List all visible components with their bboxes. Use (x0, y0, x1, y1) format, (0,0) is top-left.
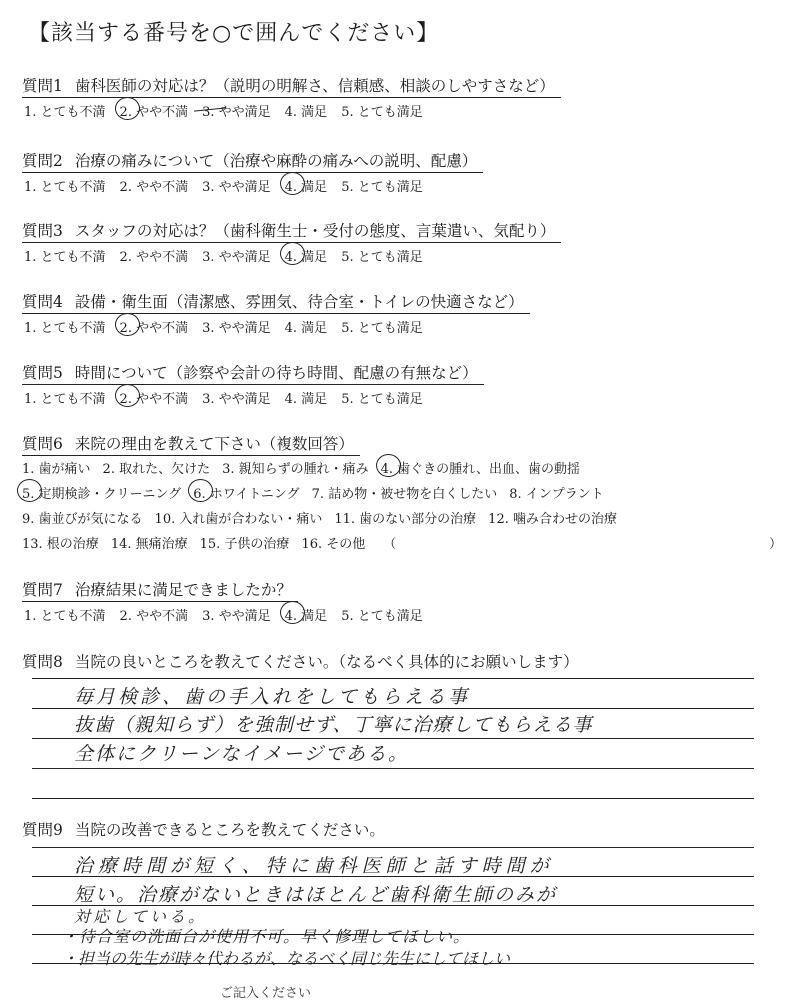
option-4[interactable]: 4. 満足 (285, 176, 328, 195)
question-text: 歯科医師の対応は？（説明の明解さ、信頼感、相談のしやすさなど） (74, 77, 555, 95)
option-4[interactable]: 4. 満足 (284, 105, 328, 120)
reason-10[interactable]: 10. 入れ歯が合わない・痛い (154, 512, 323, 527)
question-text: 当院の改善できるところを教えてください。 (74, 821, 385, 839)
reason-row (22, 483, 792, 502)
ruled-line (32, 678, 754, 679)
option-1[interactable]: 1. とても不満 (24, 392, 106, 407)
option-2[interactable]: 2. やや不満 (120, 101, 189, 120)
reason-4[interactable]: 4. 歯ぐきの腫れ、出血、歯の動揺 (381, 458, 580, 477)
question-6 (22, 432, 782, 456)
answer-area-8[interactable] (32, 670, 762, 800)
selection-circle (17, 479, 42, 502)
reason-row (22, 508, 792, 527)
selection-circle (280, 172, 305, 195)
option-2[interactable]: 2. やや不満 (119, 180, 189, 195)
option-1[interactable]: 1. とても不満 (24, 321, 106, 336)
reason-16[interactable]: 16. その他 (301, 537, 366, 552)
handwritten-answer: 毎月検診、歯の手入れをしてもらえる事 (74, 686, 471, 708)
selection-circle (280, 601, 305, 624)
option-4[interactable]: 4. 満足 (284, 392, 328, 407)
question-number: 質問3 (22, 222, 63, 240)
rating-options (22, 605, 782, 624)
question-4 (22, 290, 782, 336)
page-title: 【該当する番号を○で囲んでください】 (28, 21, 440, 46)
reason-11[interactable]: 11. 歯のない部分の治療 (334, 512, 477, 527)
reason-7[interactable]: 7. 詰め物・被せ物を白くしたい (311, 487, 498, 502)
question-text: 治療結果に満足できましたか？ (74, 581, 292, 599)
ruled-line (32, 768, 754, 769)
option-1[interactable]: 1. とても不満 (24, 180, 106, 195)
reason-14[interactable]: 14. 無痛治療 (110, 537, 188, 552)
question-number: 質問1 (22, 77, 63, 95)
option-5[interactable]: 5. とても満足 (341, 321, 423, 336)
selection-circle (115, 384, 140, 407)
question-1 (22, 74, 782, 120)
handwritten-answer: 治療時間が短く、特に歯科医師と話す時間が (74, 855, 554, 877)
reason-8[interactable]: 8. インプラント (509, 487, 604, 502)
option-1[interactable]: 1. とても不満 (24, 250, 106, 265)
answer-area-9[interactable] (32, 842, 762, 972)
reason-1[interactable]: 1. 歯が痛い (22, 462, 91, 477)
option-2[interactable]: 2. やや不満 (119, 250, 189, 265)
option-5[interactable]: 5. とても満足 (341, 180, 423, 195)
reason-3[interactable]: 3. 親知らずの腫れ・痛み (222, 462, 369, 477)
rating-options (22, 101, 782, 120)
selection-circle (115, 97, 140, 120)
other-paren-close: ） (769, 537, 783, 552)
question-text: 来院の理由を教えて下さい（複数回答） (74, 435, 354, 453)
question-text: 治療の痛みについて（治療や麻酔の痛みへの説明、配慮） (74, 152, 478, 170)
question-number: 質問9 (22, 821, 63, 839)
option-4[interactable]: 4. 満足 (285, 246, 328, 265)
handwritten-answer: ・担当の先生が時々代わるが、なるべく同じ先生にしてほしい (62, 949, 511, 968)
option-3[interactable]: 3. やや満足 (202, 101, 271, 120)
reason-row (22, 458, 792, 477)
rating-options (22, 176, 782, 195)
reason-6[interactable]: 6. ホワイトニング (193, 483, 299, 502)
option-3[interactable]: 3. やや満足 (202, 180, 271, 195)
question-number: 質問6 (22, 435, 63, 453)
selection-circle (115, 313, 140, 336)
option-2[interactable]: 2. やや不満 (120, 317, 189, 336)
question-9 (22, 818, 782, 841)
option-4[interactable]: 4. 満足 (284, 321, 328, 336)
rating-options (22, 388, 782, 407)
option-3[interactable]: 3. やや満足 (202, 392, 271, 407)
option-5[interactable]: 5. とても満足 (341, 105, 423, 120)
option-3[interactable]: 3. やや満足 (202, 321, 271, 336)
handwritten-answer: 全体にクリーンなイメージである。 (74, 743, 410, 765)
handwritten-answer: ・待合室の洗面台が使用不可。早く修理してほしい。 (62, 927, 471, 946)
option-1[interactable]: 1. とても不満 (24, 105, 106, 120)
question-text: スタッフの対応は？（歯科衛生士・受付の態度、言葉遣い、気配り） (74, 222, 556, 240)
reason-5[interactable]: 5. 定期検診・クリーニング (22, 483, 181, 502)
reason-12[interactable]: 12. 噛み合わせの治療 (488, 512, 617, 527)
option-1[interactable]: 1. とても不満 (24, 609, 106, 624)
option-2[interactable]: 2. やや不満 (119, 609, 189, 624)
question-text: 当院の良いところを教えてください。（なるべく具体的にお願いします） (74, 653, 579, 671)
question-number: 質問8 (22, 653, 63, 671)
question-number: 質問5 (22, 364, 63, 382)
reason-9[interactable]: 9. 歯並びが気になる (22, 512, 143, 527)
option-3[interactable]: 3. やや満足 (202, 609, 271, 624)
ruled-line (32, 847, 754, 848)
footer-fragment: ご記入ください (220, 986, 312, 1001)
question-text: 時間について（診察や会計の待ち時間、配慮の有無など） (74, 364, 478, 382)
option-5[interactable]: 5. とても満足 (341, 250, 423, 265)
question-7 (22, 578, 782, 624)
question-number: 質問2 (22, 152, 63, 170)
reason-13[interactable]: 13. 根の治療 (22, 537, 99, 552)
reason-row (22, 533, 792, 552)
reason-options (22, 458, 792, 558)
option-3[interactable]: 3. やや満足 (202, 250, 271, 265)
question-text: 設備・衛生面（清潔感、雰囲気、待合室・トイレの快適さなど） (74, 293, 524, 311)
question-number: 質問7 (22, 581, 63, 599)
other-paren-open: （ (383, 537, 397, 552)
option-4[interactable]: 4. 満足 (285, 605, 328, 624)
option-5[interactable]: 5. とても満足 (341, 609, 423, 624)
reason-15[interactable]: 15. 子供の治療 (199, 537, 290, 552)
option-5[interactable]: 5. とても満足 (341, 392, 423, 407)
question-number: 質問4 (22, 293, 63, 311)
question-3 (22, 219, 782, 265)
selection-circle (376, 454, 401, 477)
question-2 (22, 149, 782, 195)
rating-options (22, 317, 782, 336)
handwritten-answer: 抜歯（親知らず）を強制せず、丁寧に治療してもらえる事 (74, 714, 593, 736)
selection-circle (280, 242, 305, 265)
reason-2[interactable]: 2. 取れた、欠けた (102, 462, 211, 477)
option-2[interactable]: 2. やや不満 (120, 388, 189, 407)
handwritten-answer: 対応している。 (74, 907, 208, 926)
rating-options (22, 246, 782, 265)
ruled-line (32, 798, 754, 799)
question-5 (22, 361, 782, 407)
handwritten-answer: 短い。治療がないときはほとんど歯科衛生師のみが (74, 884, 558, 906)
